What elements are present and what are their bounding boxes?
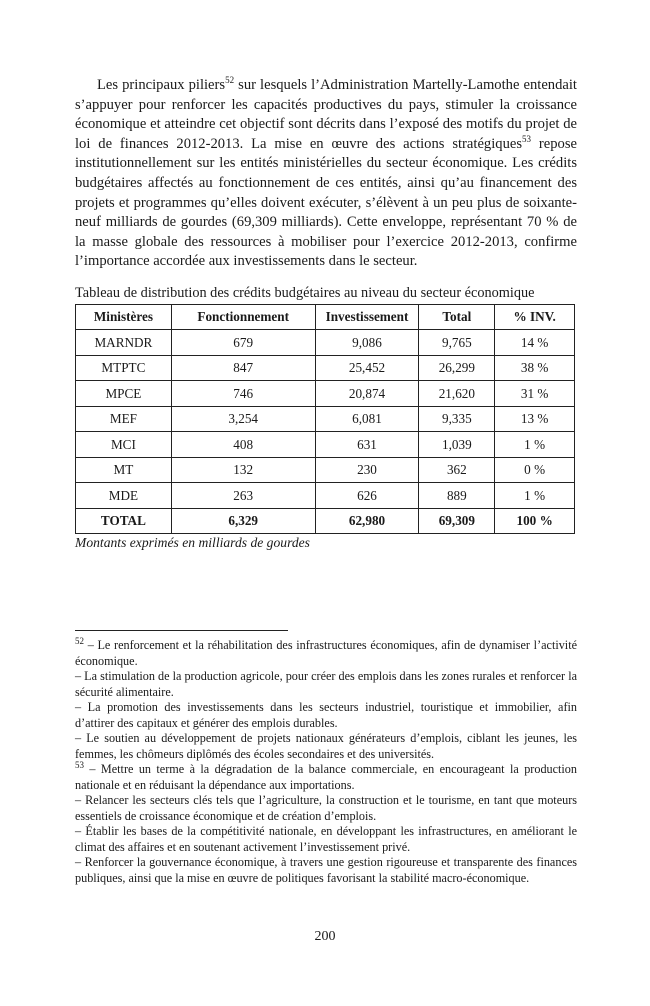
footnote-53-line: – Relancer les secteurs clés tels que l’agriculture, la construction et le tourisme, en tant que moteurs essentiels de croissance économique et de création d’emplois. <box>75 793 577 823</box>
footnote-divider <box>75 630 288 631</box>
table-cell: 847 <box>171 355 315 381</box>
table-cell: 230 <box>315 457 419 483</box>
table-row <box>76 483 575 509</box>
table-row <box>76 381 575 407</box>
table-row <box>76 457 575 483</box>
table-cell: 25,452 <box>315 355 419 381</box>
table-cell: MT <box>76 457 172 483</box>
footnote-53-line: $^{53}$ – Mettre un terme à la dégradation de la balance commerciale, en encourageant la production nationale et en réduisant la dépendance aux importations. <box>75 759 577 792</box>
table-cell: 20,874 <box>315 381 419 407</box>
table-cell: 889 <box>419 483 495 509</box>
table-cell: 14 % <box>495 330 575 356</box>
table-header-row <box>76 304 575 330</box>
table-cell: MTPTC <box>76 355 172 381</box>
table-cell: 13 % <box>495 406 575 432</box>
table-row <box>76 355 575 381</box>
table-cell: MEF <box>76 406 172 432</box>
table-cell: 38 % <box>495 355 575 381</box>
table-cell: 100 % <box>495 508 575 534</box>
table-cell: 62,980 <box>315 508 419 534</box>
table-cell: 746 <box>171 381 315 407</box>
budget-table <box>75 304 575 535</box>
table-cell: 679 <box>171 330 315 356</box>
footnotes <box>75 635 577 886</box>
table-cell: TOTAL <box>76 508 172 534</box>
footnote-52-line: – La promotion des investissements dans les secteurs industriel, touristique et immobilier, afin d’attirer des capitaux et générer des emplois durables. <box>75 700 577 730</box>
table-row <box>76 432 575 458</box>
table-caption: Tableau de distribution des crédits budgétaires au niveau du secteur économique <box>75 284 535 301</box>
table-cell: 9,765 <box>419 330 495 356</box>
header-pct-inv: % INV. <box>495 304 575 330</box>
table-cell: 69,309 <box>419 508 495 534</box>
table-cell: 1,039 <box>419 432 495 458</box>
footnote-mark-52: 52 <box>75 635 84 646</box>
table-cell: 3,254 <box>171 406 315 432</box>
table-cell: 263 <box>171 483 315 509</box>
table-cell: 362 <box>419 457 495 483</box>
table-cell: MCI <box>76 432 172 458</box>
table-cell: 1 % <box>495 432 575 458</box>
footnote-53-line: – Établir les bases de la compétitivité nationale, en développant les infrastructures, en améliorant le climat des affaires et en soutenant activement l’investissement privé. <box>75 824 577 854</box>
table-note: Montants exprimés en milliards de gourdes <box>75 535 310 551</box>
footnote-ref-53[interactable]: 53 <box>522 133 532 144</box>
page-number: 200 <box>314 929 336 944</box>
footnote-52-line: – La stimulation de la production agricole, pour créer des emplois dans les zones rurales et renforcer la sécurité alimentaire. <box>75 669 577 699</box>
table-total-row <box>76 508 575 534</box>
table-row <box>76 330 575 356</box>
table-cell: 9,086 <box>315 330 419 356</box>
header-total: Total <box>419 304 495 330</box>
table-cell: MPCE <box>76 381 172 407</box>
footnote-ref-52[interactable]: 52 <box>225 75 235 86</box>
table-cell: 631 <box>315 432 419 458</box>
table-cell: 6,329 <box>171 508 315 534</box>
footnote-mark-53: 53 <box>75 759 84 770</box>
footnote-53-line: – Renforcer la gouvernance économique, à travers une gestion rigoureuse et transparente des finances publiques, ainsi que la mise en œuvre de politiques favorisant la stabilité macro-économique. <box>75 855 577 885</box>
table-cell: 626 <box>315 483 419 509</box>
body-paragraph: Les principaux piliers$^{52}$ sur lesquels l’Administration Martelly-Lamothe entendait s’appuyer pour renforcer les capacités productives du pays, stimuler la croissance économique et atteindre cet objectif sont décrits dans l’exposé des motifs du projet de loi de finances 2012-2013. La mise en œuvre des actions stratégiques$^{53}$ repose institutionnellement sur les entités ministérielles du secteur économique. Les crédits budgétaires affectés au fonctionnement de ces entités, ainsi qu’au financement des projets et programmes qu’elles doivent exécuter, s’élèvent à un peu plus de soixante-neuf milliards de gourdes (69,309 milliards). Cette enveloppe, représentant 70 % de la masse globale des ressources à mobiliser pour l’exercice 2012-2013, confirme l’importance accordée aux investissements dans le secteur. <box>75 75 577 270</box>
table-cell: 21,620 <box>419 381 495 407</box>
table-cell: 0 % <box>495 457 575 483</box>
table-cell: MARNDR <box>76 330 172 356</box>
table-cell: 6,081 <box>315 406 419 432</box>
table-cell: 9,335 <box>419 406 495 432</box>
page-content <box>75 76 577 551</box>
table-cell: 26,299 <box>419 355 495 381</box>
table-cell: 31 % <box>495 381 575 407</box>
header-fonctionnement: Fonctionnement <box>171 304 315 330</box>
footnote-52-line: $^{52}$ – Le renforcement et la réhabilitation des infrastructures économiques, afin de dynamiser l’activité économique. <box>75 635 577 668</box>
table-cell: 408 <box>171 432 315 458</box>
table-cell: 132 <box>171 457 315 483</box>
table-cell: 1 % <box>495 483 575 509</box>
table-cell: MDE <box>76 483 172 509</box>
header-investissement: Investissement <box>315 304 419 330</box>
footnote-52-line: – Le soutien au développement de projets nationaux générateurs d’emplois, ciblant les jeunes, les femmes, les chômeurs diplômés des écoles secondaires et des universités. <box>75 731 577 761</box>
header-ministeres: Ministères <box>76 304 172 330</box>
table-row <box>76 406 575 432</box>
